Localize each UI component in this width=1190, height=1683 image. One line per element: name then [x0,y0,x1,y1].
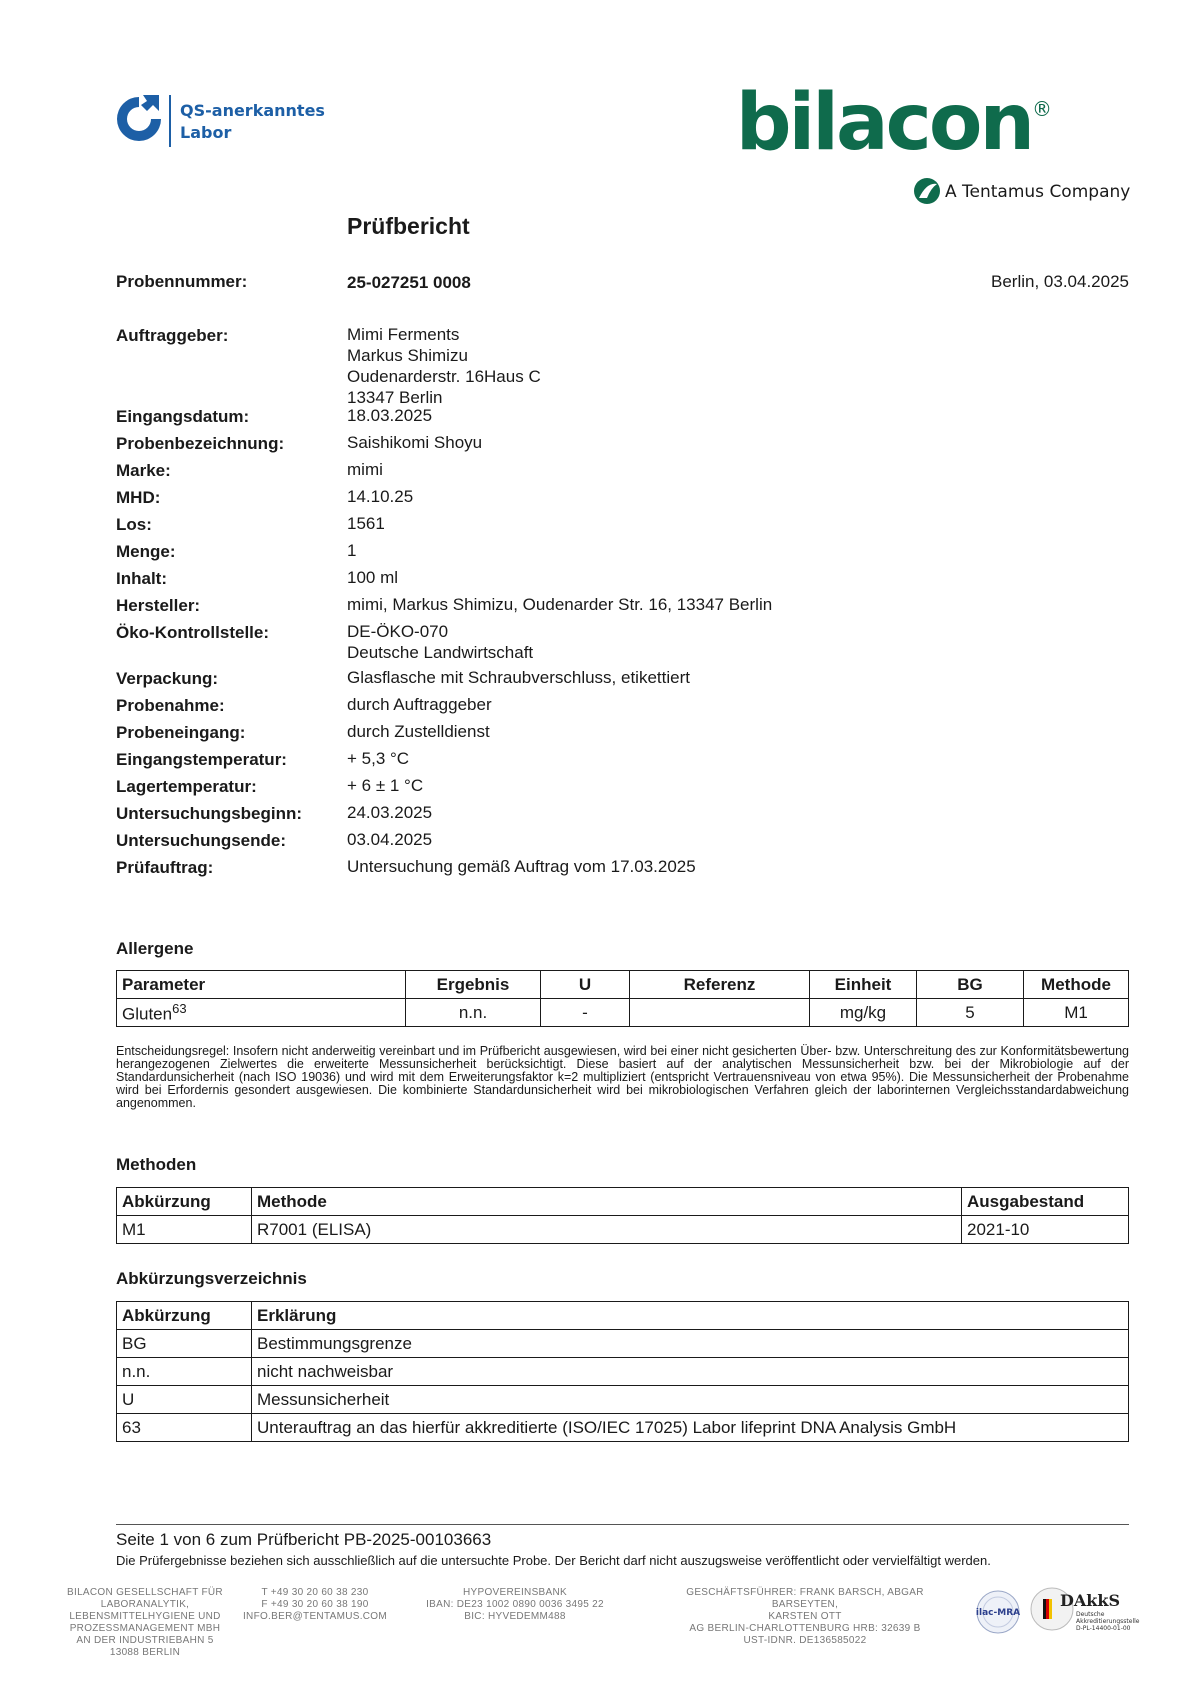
field-label: Eingangstemperatur: [116,750,287,769]
field-value [347,513,385,534]
tentamus-leaf-icon [913,176,941,206]
table-row [117,1358,1129,1386]
col-abkuerzung: Abkürzung [117,1188,252,1216]
sample-number-label: Probennummer: [116,272,248,291]
field-label: Probeneingang: [116,723,246,742]
cell-erklaerung: Bestimmungsgrenze [252,1330,1129,1358]
field-label: Marke: [116,461,171,480]
field-value [347,594,772,615]
col-methode: Methode [252,1188,962,1216]
field-value-line: 1 [347,541,357,560]
field-label: Untersuchungsende: [116,831,287,850]
field-label: Hersteller: [116,596,201,615]
dakks-sub-line: Akkreditierungsstelle [1076,1618,1140,1625]
col-parameter: Parameter [117,971,406,999]
col-u: U [541,971,630,999]
field-value [347,802,432,823]
company-line: LABORANALYTIK, [100,1599,190,1610]
management-line: KARSTEN OTT [768,1611,842,1622]
dakks-subtitle [1076,1611,1139,1632]
field-value-line: 100 ml [347,568,399,587]
cell-bg: 5 [917,999,1024,1027]
footer-contact [240,1587,390,1623]
field-label: Eingangsdatum: [116,407,250,426]
cell-abkuerzung: 63 [117,1414,252,1442]
field-value-line: DE-ÖKO-070 [347,622,449,641]
field-value [347,486,413,507]
field-value-line: Untersuchung gemäß Auftrag vom 17.03.2025 [347,857,696,876]
field-value-line: + 5,3 °C [347,749,410,768]
field-label: MHD: [116,488,161,507]
field-value-line: Saishikomi Shoyu [347,433,483,452]
cell-ausgabestand: 2021-10 [962,1216,1129,1244]
brand-registered-mark: ® [1032,97,1052,121]
cell-erklaerung: Unterauftrag an das hierfür akkreditierte (ISO/IEC 17025) Labor lifeprint DNA Analysis GmbH [252,1414,1129,1442]
table-header-row [117,1188,1129,1216]
ilac-mra-badge-icon [976,1590,1020,1634]
management-line: AG BERLIN-CHARLOTTENBURG HRB: 32639 B [689,1623,921,1634]
footer-bank [405,1587,625,1623]
field-value [347,432,482,453]
cell-ergebnis: n.n. [406,999,541,1027]
field-value [347,324,541,408]
management-line: GESCHÄFTSFÜHRER: FRANK BARSCH, ABGAR BARSEYTEN, [686,1587,924,1610]
field-value [347,775,423,796]
brand-name: bilacon [735,78,1032,168]
field-label: Lagertemperatur: [116,777,257,796]
col-referenz: Referenz [630,971,810,999]
qs-label-line2: Labor [180,123,232,142]
field-value [347,621,533,663]
footer-divider [116,1524,1129,1525]
bilacon-logo [736,78,1052,168]
qs-logo-icon [113,93,165,145]
table-row [117,999,1129,1027]
field-value-line: durch Zustelldienst [347,722,490,741]
table-row [117,1330,1129,1358]
qs-divider [169,95,171,147]
decision-rule-text: Entscheidungsregel: Insofern nicht anderweitig vereinbart und im Prüfbericht ausgewiesen, wird bei einer nicht gesicherten Über- bzw. Unterschreitung des zur Konformitätsbewertung herangezogenen Zielwertes die erweiterte Messunsicherheit berücksichtigt. Diese basiert auf der analytischen Messunsicherheit bzw. bei der Mikrobiologie auf der Standardunsicherheit (nach ISO 19036) und wird mit dem Erweiterungsfaktor k=2 multipliziert (entspricht Vertrauensniveau von etwa 95%). Die Messunsicherheit der Probenahme wird bei Erfordernis gesondert ausgewiesen. Die kombinierte Standardunsicherheit wird bei mikrobiologischen Verfahren gleich der laborinternen Vergleichsstandardabweichung angenommen. [116,1044,1129,1110]
field-value [347,540,356,561]
table-row [117,1386,1129,1414]
field-value-line: 1561 [347,514,385,533]
bank-line: HYPOVEREINSBANK [463,1587,567,1598]
field-value [347,667,690,688]
field-value [347,567,398,588]
field-value-line: 18.03.2025 [347,406,433,425]
qs-label-line1: QS-anerkanntes [180,101,325,120]
bank-line: IBAN: DE23 1002 0890 0036 3495 22 [426,1599,604,1610]
field-value-line: mimi [347,460,383,479]
contact-fax: F +49 30 20 60 38 190 [261,1599,369,1610]
field-value-line: 13347 Berlin [347,388,443,407]
field-label: Öko-Kontrollstelle: [116,623,270,642]
field-label: Inhalt: [116,569,167,588]
table-row [117,1414,1129,1442]
table-header-row [117,971,1129,999]
company-line: AN DER INDUSTRIEBAHN 5 [76,1635,214,1646]
field-value-line: Glasflasche mit Schraubverschluss, etikettiert [347,668,690,687]
contact-email: INFO.BER@TENTAMUS.COM [242,1611,388,1622]
cell-methode: R7001 (ELISA) [252,1216,962,1244]
field-label: Auftraggeber: [116,326,229,345]
field-label: Verpackung: [116,669,219,688]
qs-label [180,100,325,144]
field-value-line: 03.04.2025 [347,830,433,849]
field-value-line: mimi, Markus Shimizu, Oudenarder Str. 16, 13347 Berlin [347,595,773,614]
management-line: UST-IDNR. DE136585022 [743,1635,867,1646]
field-value-line: durch Auftraggeber [347,695,492,714]
dakks-label: DAkkS [1060,1591,1121,1610]
dakks-sub-line: Deutsche [1076,1611,1105,1618]
field-value-line: Oudenarderstr. 16Haus C [347,367,541,386]
cell-abkuerzung: U [117,1386,252,1414]
tagline: A Tentamus Company [945,182,1131,202]
col-abkuerzung: Abkürzung [117,1302,252,1330]
field-value [347,748,409,769]
methoden-heading: Methoden [116,1155,197,1174]
field-value-line: Deutsche Landwirtschaft [347,643,534,662]
table-header-row [117,1302,1129,1330]
company-line: PROZESSMANAGEMENT MBH [69,1623,221,1634]
col-einheit: Einheit [810,971,917,999]
sample-info-list [116,326,1129,916]
dakks-id: D-PL-14400-01-00 [1076,1625,1131,1632]
field-value [347,829,432,850]
cell-erklaerung: Messunsicherheit [252,1386,1129,1414]
cell-methode: M1 [1024,999,1129,1027]
field-value-line: 24.03.2025 [347,803,433,822]
col-bg: BG [917,971,1024,999]
field-label: Los: [116,515,152,534]
footer-disclaimer: Die Prüfergebnisse beziehen sich ausschließlich auf die untersuchte Probe. Der Bericht darf nicht auszugsweise veröffentlicht oder vervielfältigt werden. [116,1553,991,1568]
company-line: LEBENSMITTELHYGIENE UND [69,1611,221,1622]
field-value [347,405,432,426]
field-value [347,721,490,742]
abkuerzungen-heading: Abkürzungsverzeichnis [116,1269,307,1288]
cell-abkuerzung: M1 [117,1216,252,1244]
cell-abkuerzung: BG [117,1330,252,1358]
company-line: 13088 BERLIN [109,1647,181,1658]
cell-abkuerzung: n.n. [117,1358,252,1386]
allergene-table [116,970,1129,1027]
cell-erklaerung: nicht nachweisbar [252,1358,1129,1386]
field-label: Untersuchungsbeginn: [116,804,303,823]
footer-management [660,1587,950,1647]
field-value-line: Mimi Ferments [347,325,460,344]
page-title: Prüfbericht [347,213,470,239]
col-erklaerung: Erklärung [252,1302,1129,1330]
field-value [347,459,383,480]
parameter-name: Gluten [122,1004,173,1024]
field-label: Probenahme: [116,696,225,715]
col-methode: Methode [1024,971,1129,999]
field-value-line: + 6 ± 1 °C [347,776,424,795]
cell-u: - [541,999,630,1027]
dakks-badge [1030,1587,1140,1639]
ilac-label: ilac-MRA [976,1608,1020,1618]
report-date: Berlin, 03.04.2025 [991,272,1129,291]
field-value [347,856,696,877]
field-label: Menge: [116,542,176,561]
field-label: Prüfauftrag: [116,858,214,877]
cell-referenz [630,999,810,1027]
field-value [347,694,492,715]
cell-parameter [117,999,406,1027]
sample-number-value: 25-027251 0008 [347,273,471,292]
parameter-footnote: 63 [172,1000,187,1016]
contact-phone: T +49 30 20 60 38 230 [261,1587,369,1598]
cell-einheit: mg/kg [810,999,917,1027]
field-label: Probenbezeichnung: [116,434,285,453]
col-ausgabestand: Ausgabestand [962,1188,1129,1216]
field-value-line: Markus Shimizu [347,346,468,365]
footer-company [60,1587,230,1659]
methoden-table [116,1187,1129,1244]
col-ergebnis: Ergebnis [406,971,541,999]
table-row [117,1216,1129,1244]
page-number: Seite 1 von 6 zum Prüfbericht PB-2025-00103663 [116,1530,492,1549]
allergene-heading: Allergene [116,939,194,958]
field-value-line: 14.10.25 [347,487,414,506]
bank-line: BIC: HYVEDEMM488 [464,1611,566,1622]
abkuerzungen-table [116,1301,1129,1442]
company-line: BILACON GESELLSCHAFT FÜR [67,1587,223,1598]
